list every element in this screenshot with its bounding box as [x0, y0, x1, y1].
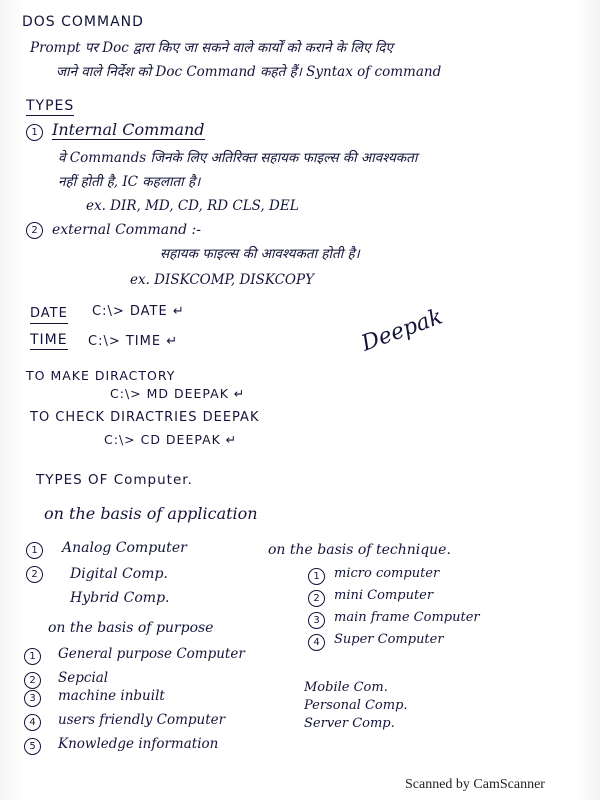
make-directory-command: C:\> MD DEEPAK ↵ [110, 386, 246, 401]
application-item-1: Analog Computer [62, 540, 187, 556]
technique-item-4: Super Computer [334, 632, 444, 647]
internal-number: 1 [26, 124, 43, 141]
technique-heading: on the basis of technique. [268, 542, 451, 558]
scanner-footer: Scanned by CamScanner [405, 777, 545, 792]
date-label: DATE [30, 306, 68, 324]
purpose-heading: on the basis of purpose [48, 620, 214, 636]
technique-3-number: 3 [308, 612, 325, 629]
types-heading: TYPES [26, 98, 75, 114]
technique-4-number: 4 [308, 634, 325, 651]
check-directory-command: C:\> CD DEEPAK ↵ [104, 432, 238, 447]
purpose-1-number: 1 [24, 648, 41, 665]
other-item-2: Personal Comp. [304, 698, 408, 713]
purpose-5-number: 5 [24, 738, 41, 755]
types-of-computer-heading: TYPES OF Computer. [36, 472, 193, 488]
purpose-item-2: Sepcial [58, 670, 109, 686]
intro-line-2: जाने वाले निर्देश को Doc Command कहते हैं। Syntax of command [56, 64, 442, 80]
technique-item-3: main frame Computer [334, 610, 480, 625]
internal-desc-line-1: वे Commands जिनके लिए अतिरिक्त सहायक फाइल्स की आवश्यकता [58, 150, 418, 166]
application-item-2: Digital Comp. [70, 566, 168, 582]
dos-command-heading: DOS COMMAND [22, 14, 144, 30]
time-command: C:\> TIME ↵ [88, 334, 179, 349]
technique-2-number: 2 [308, 590, 325, 607]
application-item-3: Hybrid Comp. [70, 590, 170, 606]
purpose-3-number: 3 [24, 690, 41, 707]
application-1-number: 1 [26, 542, 43, 559]
external-number: 2 [26, 222, 43, 239]
time-label: TIME [30, 332, 68, 348]
technique-1-number: 1 [308, 568, 325, 585]
purpose-item-4: users friendly Computer [58, 712, 226, 728]
date-command: C:\> DATE ↵ [92, 304, 185, 319]
purpose-item-5: Knowledge information [58, 736, 219, 752]
internal-example: ex. DIR, MD, CD, RD CLS, DEL [86, 198, 299, 214]
other-item-1: Mobile Com. [304, 680, 388, 695]
technique-item-1: micro computer [334, 566, 440, 581]
purpose-item-3: machine inbuilt [58, 688, 165, 704]
external-desc-line-1: सहायक फाइल्स की आवश्यकता होती है। [160, 246, 360, 262]
purpose-4-number: 4 [24, 714, 41, 731]
internal-command-title: Internal Command [52, 120, 205, 139]
purpose-2-number: 2 [24, 672, 41, 689]
intro-line-1: Prompt पर Doc द्वारा किए जा सकने वाले कार्यों को कराने के लिए दिए [30, 40, 393, 56]
technique-item-2: mini Computer [334, 588, 434, 603]
application-heading: on the basis of application [44, 504, 258, 523]
signature: Deepak [358, 304, 446, 357]
other-item-3: Server Comp. [304, 716, 395, 731]
check-directory-label: TO CHECK DIRACTRIES DEEPAK [30, 410, 260, 425]
external-example: ex. DISKCOMP, DISKCOPY [130, 272, 314, 288]
make-directory-label: TO MAKE DIRACTORY [26, 368, 176, 383]
external-command-title: external Command :- [52, 222, 201, 238]
internal-desc-line-2: नहीं होती है, IC कहलाता है। [58, 174, 201, 190]
application-2-number: 2 [26, 566, 43, 583]
purpose-item-1: General purpose Computer [58, 646, 245, 662]
